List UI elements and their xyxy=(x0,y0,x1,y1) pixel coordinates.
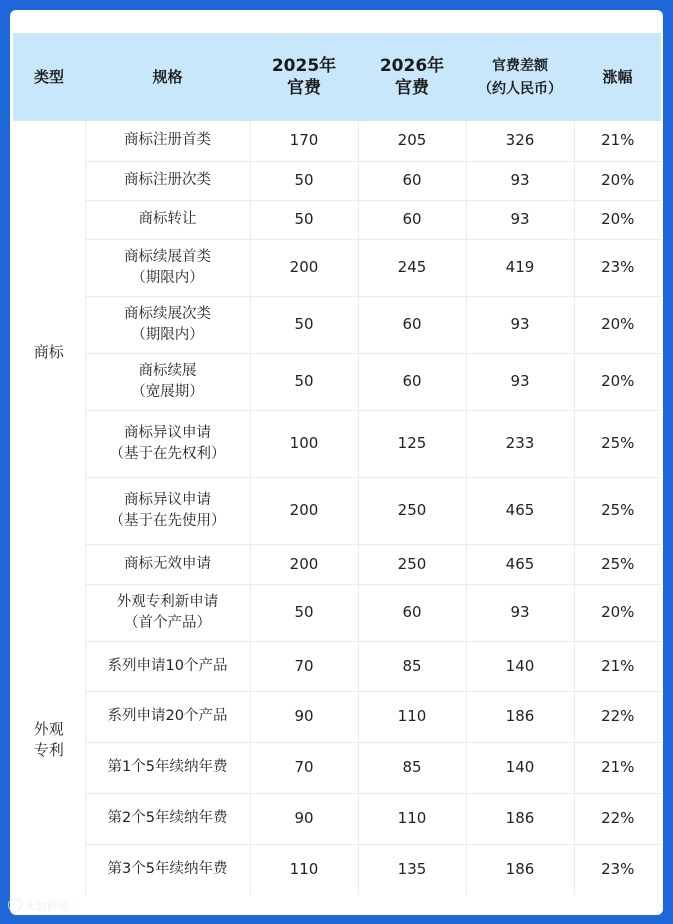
diff-cell: 93 xyxy=(466,353,574,410)
diff-cell: 140 xyxy=(466,742,574,793)
fee2025-cell: 50 xyxy=(250,584,358,641)
fee2025-cell: 200 xyxy=(250,477,358,544)
fee2025-cell: 50 xyxy=(250,296,358,353)
fee2026-cell: 60 xyxy=(358,584,466,641)
fee2026-cell: 85 xyxy=(358,742,466,793)
table-row xyxy=(13,793,661,844)
rise-cell: 25% xyxy=(574,544,661,584)
header-fee-2026: 2026年 官费 xyxy=(358,33,466,121)
rise-cell: 25% xyxy=(574,477,661,544)
table-row xyxy=(13,691,661,742)
header-fee-2025: 2025年 官费 xyxy=(250,33,358,121)
fee2026-cell: 60 xyxy=(358,296,466,353)
type-cell-design-patent: 外观 专利 xyxy=(33,719,64,759)
diff-cell: 93 xyxy=(466,296,574,353)
spec-cell: 商标注册次类 xyxy=(85,161,250,200)
spec-cell: 第3个5年续纳年费 xyxy=(85,844,250,895)
table-row xyxy=(13,584,661,641)
table-row xyxy=(13,410,661,477)
fee2026-cell: 125 xyxy=(358,410,466,477)
diff-cell: 326 xyxy=(466,121,574,161)
spec-cell: 商标续展次类 （期限内） xyxy=(85,296,250,353)
table-row xyxy=(13,742,661,793)
diff-cell: 419 xyxy=(466,239,574,296)
rise-cell: 20% xyxy=(574,584,661,641)
diff-cell: 93 xyxy=(466,161,574,200)
fee2025-cell: 170 xyxy=(250,121,358,161)
spec-cell: 商标异议申请 （基于在先权利） xyxy=(85,410,250,477)
fee2026-cell: 245 xyxy=(358,239,466,296)
fee2025-cell: 200 xyxy=(250,544,358,584)
rise-cell: 23% xyxy=(574,844,661,895)
fee2026-cell: 135 xyxy=(358,844,466,895)
spec-cell: 系列申请10个产品 xyxy=(85,641,250,691)
diff-cell: 93 xyxy=(466,584,574,641)
diff-cell: 140 xyxy=(466,641,574,691)
header-diff: 官费差额 （约人民币） xyxy=(466,33,574,121)
fee2025-cell: 90 xyxy=(250,691,358,742)
rise-cell: 23% xyxy=(574,239,661,296)
rise-cell: 20% xyxy=(574,353,661,410)
rise-cell: 20% xyxy=(574,161,661,200)
spec-cell: 商标续展 （宽展期） xyxy=(85,353,250,410)
rise-cell: 25% xyxy=(574,410,661,477)
fee2026-cell: 250 xyxy=(358,477,466,544)
diff-cell: 186 xyxy=(466,844,574,895)
header-rise: 涨幅 xyxy=(574,33,661,121)
header-type: 类型 xyxy=(13,33,85,121)
spec-cell: 商标无效申请 xyxy=(85,544,250,584)
rise-cell: 21% xyxy=(574,121,661,161)
fee2025-cell: 90 xyxy=(250,793,358,844)
table-row xyxy=(13,239,661,296)
table-row xyxy=(13,353,661,410)
fee2026-cell: 85 xyxy=(358,641,466,691)
table-row xyxy=(13,641,661,691)
fee2026-cell: 60 xyxy=(358,353,466,410)
diff-cell: 186 xyxy=(466,793,574,844)
fee2026-cell: 60 xyxy=(358,200,466,239)
table-row xyxy=(13,200,661,239)
fee2026-cell: 110 xyxy=(358,691,466,742)
fee2025-cell: 50 xyxy=(250,161,358,200)
fee2026-cell: 60 xyxy=(358,161,466,200)
table-row xyxy=(13,296,661,353)
header-row xyxy=(13,33,661,121)
fee2026-cell: 110 xyxy=(358,793,466,844)
diff-cell: 93 xyxy=(466,200,574,239)
table-row xyxy=(13,161,661,200)
rise-cell: 20% xyxy=(574,296,661,353)
watermark-logo-icon xyxy=(8,898,22,912)
spec-cell: 商标续展首类 （期限内） xyxy=(85,239,250,296)
fee-table xyxy=(13,33,661,895)
fee2025-cell: 200 xyxy=(250,239,358,296)
fee2025-cell: 110 xyxy=(250,844,358,895)
spec-cell: 商标转让 xyxy=(85,200,250,239)
spec-cell: 外观专利新申请 （首个产品） xyxy=(85,584,250,641)
header-spec: 规格 xyxy=(85,33,250,121)
rise-cell: 22% xyxy=(574,691,661,742)
spec-cell: 商标注册首类 xyxy=(85,121,250,161)
fee2025-cell: 70 xyxy=(250,641,358,691)
fee2025-cell: 50 xyxy=(250,353,358,410)
table-row xyxy=(13,844,661,895)
diff-cell: 233 xyxy=(466,410,574,477)
spec-cell: 第2个5年续纳年费 xyxy=(85,793,250,844)
table-row xyxy=(13,121,661,161)
spec-cell: 系列申请20个产品 xyxy=(85,691,250,742)
diff-cell: 465 xyxy=(466,477,574,544)
table-row xyxy=(13,544,661,584)
spec-cell: 商标异议申请 （基于在先使用） xyxy=(85,477,250,544)
diff-cell: 186 xyxy=(466,691,574,742)
diff-cell: 465 xyxy=(466,544,574,584)
spec-cell: 第1个5年续纳年费 xyxy=(85,742,250,793)
rise-cell: 21% xyxy=(574,742,661,793)
fee2025-cell: 50 xyxy=(250,200,358,239)
rise-cell: 20% xyxy=(574,200,661,239)
table-row xyxy=(13,477,661,544)
type-cell-trademark: 商标 xyxy=(33,343,64,361)
fee2026-cell: 250 xyxy=(358,544,466,584)
fee2025-cell: 100 xyxy=(250,410,358,477)
fee2026-cell: 205 xyxy=(358,121,466,161)
rise-cell: 21% xyxy=(574,641,661,691)
rise-cell: 22% xyxy=(574,793,661,844)
watermark-text: 大数跨境 xyxy=(25,900,69,913)
fee2025-cell: 70 xyxy=(250,742,358,793)
watermark xyxy=(8,898,69,914)
